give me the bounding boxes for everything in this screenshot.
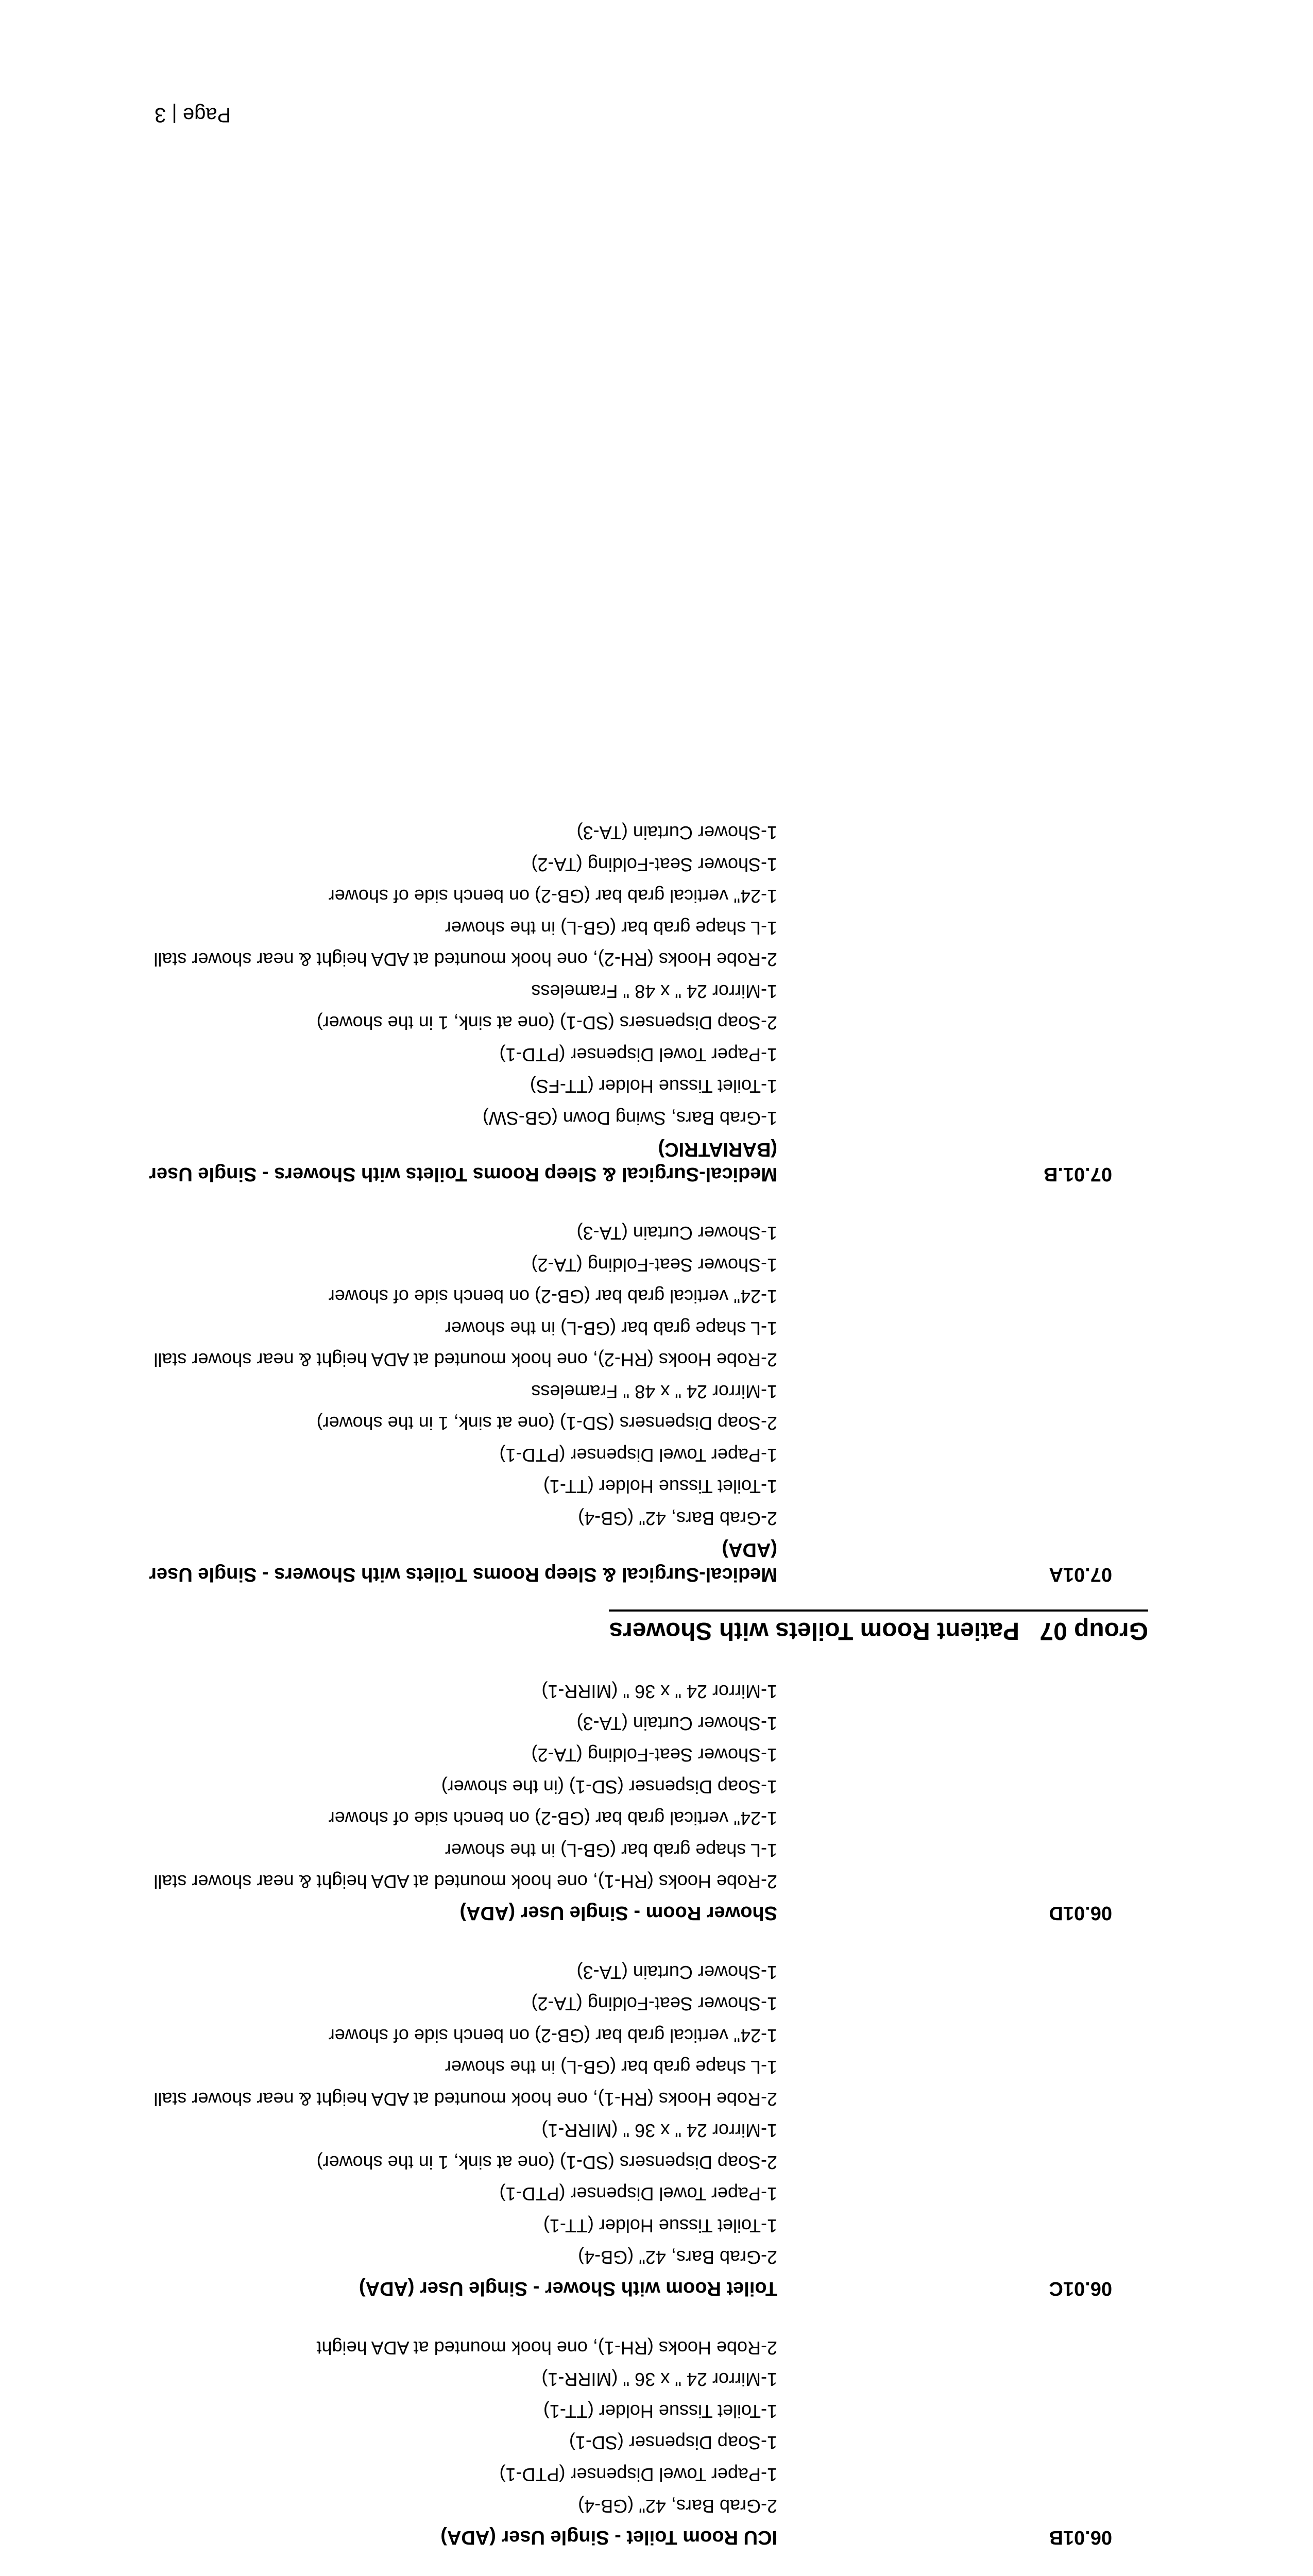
section <box>118 2332 1148 2550</box>
section-title: Medical-Surgical & Sleep Rooms Toilets with Showers - Single User (ADA) <box>149 1539 777 1585</box>
fixture-item: 2-Robe Hooks (RH-1), one hook mounted at ADA height & near shower stall <box>154 1871 777 1893</box>
fixture-item: 1-Shower Curtain (TA-3) <box>576 1223 777 1244</box>
fixture-item: 1-Mirror 24 " x 36 " (MIRR-1) <box>541 2120 777 2142</box>
fixture-item: 1-Toilet Tissue Holder (TT-1) <box>543 1476 777 1498</box>
fixture-item: 2-Grab Bars, 42" (GB-4) <box>578 2247 777 2268</box>
fixture-item: 2-Soap Dispensers (SD-1) (one at sink, 1 in the shower) <box>316 1413 777 1434</box>
fixture-list <box>118 2332 1148 2522</box>
section-heading <box>118 1137 1148 1187</box>
fixture-item: 2-Robe Hooks (RH-2), one hook mounted at ADA height & near shower stall <box>154 1349 777 1371</box>
section-code: 07.01A <box>1049 1564 1112 1585</box>
fixture-item: 2-Soap Dispensers (SD-1) (one at sink, 1 in the shower) <box>316 1012 777 1034</box>
fixture-item: 1-Mirror 24 " x 48 " Frameless <box>531 1381 777 1402</box>
page-content <box>118 786 1148 2576</box>
fixture-item: 1-Grab Bars, Swing Down (GB-SW) <box>482 1108 777 1129</box>
section-title: Toilet Room with Shower - Single User (ADA) <box>359 2278 777 2300</box>
fixture-list <box>118 1957 1148 2274</box>
fixture-item: 2-Robe Hooks (RH-1), one hook mounted at ADA height & near shower stall <box>154 2089 777 2110</box>
section-heading <box>118 1537 1148 1587</box>
fixture-item: 2-Grab Bars, 42" (GB-4) <box>578 1508 777 1529</box>
section-code: 07.01.B <box>1043 1163 1112 1185</box>
group <box>118 1595 1148 1645</box>
section-title: Shower Room - Single User (ADA) <box>459 1902 777 1924</box>
fixture-item: 1-Paper Towel Dispenser (PTD-1) <box>499 2464 777 2485</box>
group-heading <box>609 1609 1148 1645</box>
fixture-item: 1-24" vertical grab bar (GB-2) on bench side of shower <box>328 1808 777 1829</box>
section-heading <box>118 2526 1148 2550</box>
page-number: Page | 3 <box>155 104 231 126</box>
section <box>118 1957 1148 2301</box>
fixture-item: 1-24" vertical grab bar (GB-2) on bench side of shower <box>328 2025 777 2046</box>
section-code: 06.01D <box>1049 1902 1112 1924</box>
section-heading <box>118 2277 1148 2301</box>
group-list <box>118 817 1148 2576</box>
fixture-item: 1-Soap Dispenser (SD-1) <box>569 2432 777 2454</box>
fixture-item: 1-Shower Seat-Folding (TA-2) <box>531 1993 777 2015</box>
fixture-item: 2-Robe Hooks (RH-2), one hook mounted at ADA height & near shower stall <box>154 949 777 971</box>
section-code: 06.01C <box>1049 2278 1112 2300</box>
section <box>118 817 1148 1187</box>
fixture-item: 1-Mirror 24 " x 36 " (MIRR-1) <box>541 1681 777 1703</box>
fixture-item: 2-Grab Bars, 42" (GB-4) <box>578 2496 777 2517</box>
fixture-item: 1-Shower Curtain (TA-3) <box>576 1713 777 1734</box>
fixture-item: 1-L shape grab bar (GB-L) in the shower <box>445 2057 777 2078</box>
section <box>118 1217 1148 1587</box>
fixture-list <box>118 1217 1148 1534</box>
fixture-item: 2-Soap Dispensers (SD-1) (one at sink, 1 in the shower) <box>316 2152 777 2173</box>
fixture-item: 1-Paper Towel Dispenser (PTD-1) <box>499 1044 777 1065</box>
fixture-item: 1-Toilet Tissue Holder (TT-FS) <box>530 1076 777 1097</box>
fixture-list <box>118 1676 1148 1898</box>
section-code: 06.01B <box>1049 2527 1112 2549</box>
group-title: Patient Room Toilets with Showers <box>609 1617 1019 1645</box>
fixture-item: 1-Toilet Tissue Holder (TT-1) <box>543 2401 777 2422</box>
fixture-item: 1-Toilet Tissue Holder (TT-1) <box>543 2215 777 2236</box>
fixture-item: 1-Shower Curtain (TA-3) <box>576 822 777 844</box>
fixture-list <box>118 817 1148 1134</box>
group-code: Group 07 <box>1039 1617 1148 1645</box>
section <box>118 1676 1148 1926</box>
section-heading <box>118 1901 1148 1926</box>
fixture-item: 1-Paper Towel Dispenser (PTD-1) <box>499 1445 777 1466</box>
fixture-item: 1-Soap Dispenser (SD-1) (in the shower) <box>441 1776 777 1798</box>
fixture-item: 1-Shower Seat-Folding (TA-2) <box>531 1255 777 1276</box>
fixture-item: 1-Shower Seat-Folding (TA-2) <box>531 854 777 875</box>
fixture-item: 1-Paper Towel Dispenser (PTD-1) <box>499 2183 777 2205</box>
fixture-item: 2-Robe Hooks (RH-1), one hook mounted at ADA height <box>316 2337 777 2359</box>
section-title: Medical-Surgical & Sleep Rooms Toilets with Showers - Single User (BARIATRIC) <box>149 1139 777 1185</box>
fixture-item: 1-24" vertical grab bar (GB-2) on bench side of shower <box>328 886 777 907</box>
fixture-item: 1-Shower Seat-Folding (TA-2) <box>531 1744 777 1766</box>
section-title: ICU Room Toilet - Single User (ADA) <box>440 2527 777 2549</box>
fixture-item: 1-L shape grab bar (GB-L) in the shower <box>445 918 777 939</box>
fixture-item: 1-Shower Curtain (TA-3) <box>576 1962 777 1983</box>
fixture-item: 1-L shape grab bar (GB-L) in the shower <box>445 1840 777 1861</box>
fixture-item: 1-24" vertical grab bar (GB-2) on bench side of shower <box>328 1286 777 1308</box>
fixture-item: 1-Mirror 24 " x 48 " Frameless <box>531 981 777 1002</box>
fixture-item: 1-L shape grab bar (GB-L) in the shower <box>445 1318 777 1339</box>
fixture-item: 1-Mirror 24 " x 36 " (MIRR-1) <box>541 2369 777 2391</box>
